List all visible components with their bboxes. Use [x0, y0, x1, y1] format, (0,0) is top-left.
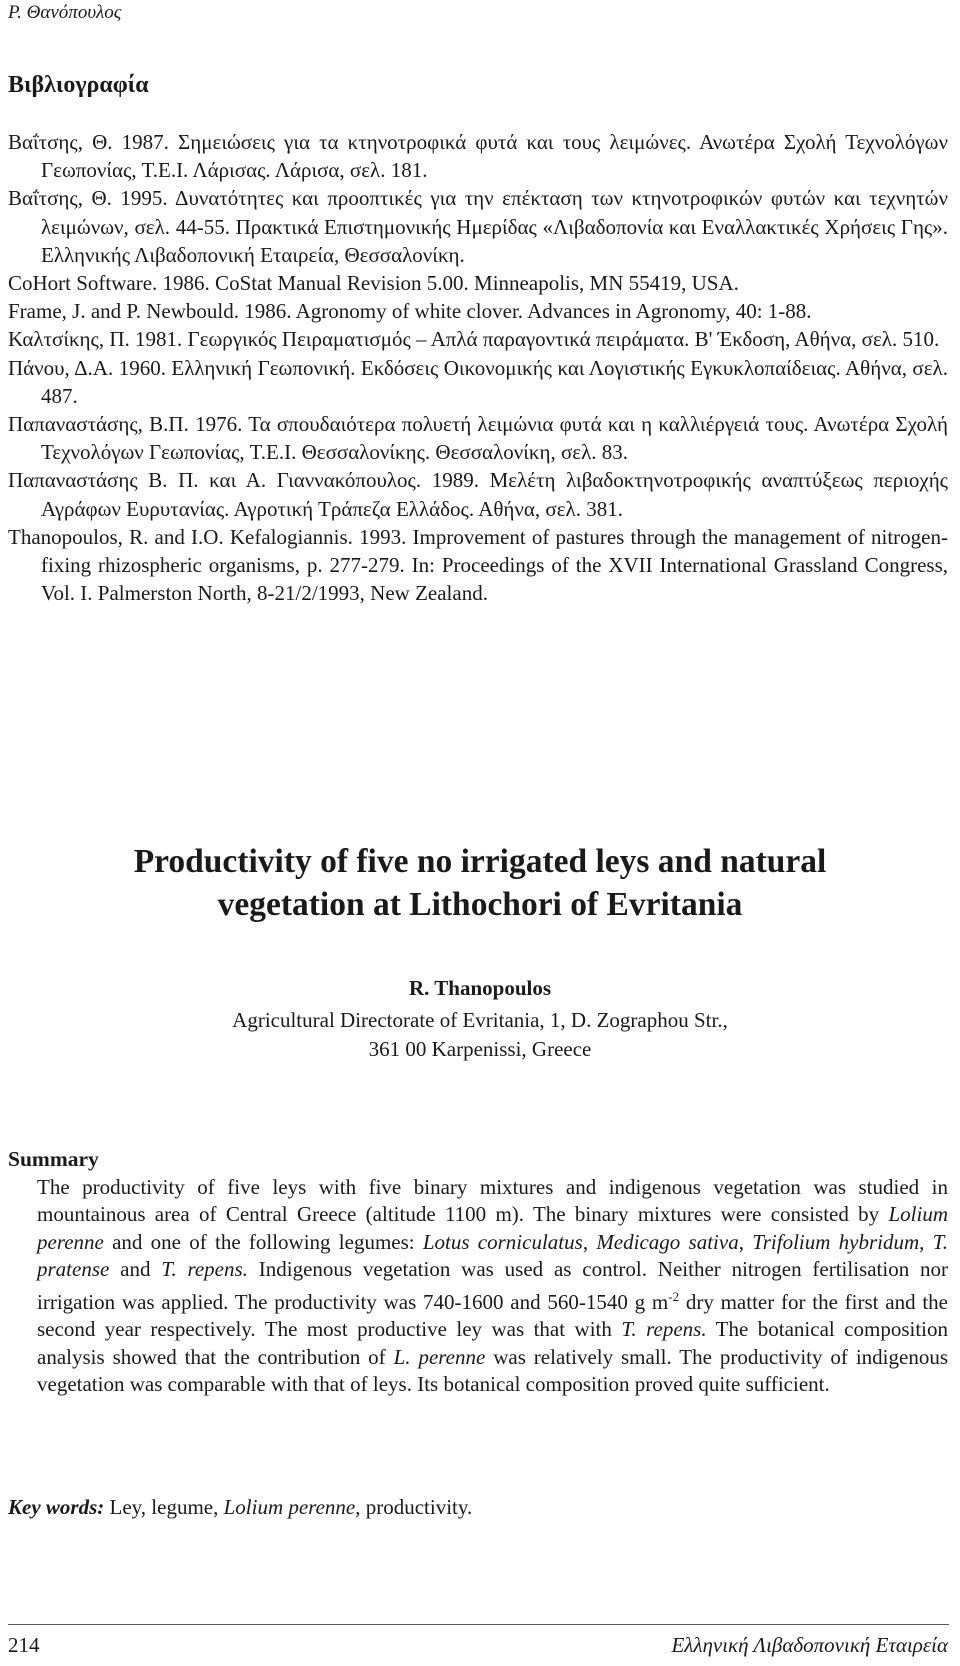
summary-superscript: -2	[668, 1289, 680, 1305]
reference-item: Βαΐτσης, Θ. 1987. Σημειώσεις για τα κτηνοτροφικά φυτά και τους λειμώνες. Ανωτέρα Σχολή Τεχνολόγων Γεωπονίας, Τ.Ε.Ι. Λάρισας. Λάρισα, σελ. 181.	[8, 130, 948, 183]
summary-italic: Medicago sativa	[596, 1229, 739, 1254]
summary-italic: L. perenne	[393, 1344, 486, 1369]
reference-item: Καλτσίκης, Π. 1981. Γεωργικός Πειραματισμός – Απλά παραγοντικά πειράματα. Β' Έκδοση, Αθήνα, σελ. 510.	[8, 327, 940, 352]
reference-item: Frame, J. and P. Newbould. 1986. Agronomy of white clover. Advances in Agronomy, 40: 1-88.	[8, 299, 812, 324]
summary-italic: T. repens.	[621, 1317, 707, 1342]
summary-text: was relatively small. The productivity of indigenous vegetation was comparable with that of leys. Its botanical composition proved quite sufficient.	[37, 1344, 948, 1397]
article-title-line: Productivity of five no irrigated leys and natural	[133, 843, 827, 880]
summary-text: and	[109, 1256, 162, 1281]
keywords-text: , productivity.	[355, 1495, 473, 1519]
article-title	[0, 840, 960, 926]
bibliography-heading: Βιβλιογραφία	[8, 72, 149, 98]
summary-heading: Summary	[8, 1147, 99, 1171]
keywords-italic: Lolium perenne	[223, 1495, 356, 1519]
reference-item: Πάνου, Δ.Α. 1960. Ελληνική Γεωπονική. Εκδόσεις Οικονομικής και Λογιστικής Εγκυκλοπαίδειας. Αθήνα, σελ. 487.	[8, 355, 948, 408]
summary-italic: T. repens.	[161, 1256, 248, 1281]
summary-text: The botanical composition analysis showed that the contribution of	[37, 1317, 948, 1369]
running-head: Ρ. Θανόπουλος	[8, 2, 122, 23]
reference-item: Thanopoulos, R. and I.O. Kefalogiannis. 1993. Improvement of pastures through the management of nitrogen-fixing rhizospheric organisms, p. 277-279. In: Proceedings of the XVII International Grassland Congress, Vol. I. Palmerston North, 8-21/2/1993, New Zealand.	[8, 524, 948, 606]
journal-name: Ελληνική Λιβαδοπονική Εταιρεία	[671, 1633, 948, 1657]
reference-item: Παπαναστάσης Β. Π. και Α. Γιαννακόπουλος. 1989. Μελέτη λιβαδοκτηνοτροφικής αναπτύξεως περιοχής Αγράφων Ευρυτανίας. Αγροτική Τράπεζα Ελλάδος. Αθήνα, σελ. 381.	[8, 468, 948, 521]
keywords-text: Ley, legume,	[104, 1495, 224, 1519]
summary-body	[37, 1174, 948, 1398]
footer-rule	[8, 1624, 949, 1625]
keywords	[8, 1495, 472, 1520]
reference-item: Βαΐτσης, Θ. 1995. Δυνατότητες και προοπτικές για την επέκταση των κτηνοτροφικών φυτών και τεχνητών λειμώνων, σελ. 44-55. Πρακτικά Επιστημονικής Ημερίδας «Λιβαδοπονία και Εναλλακτικές Χρήσεις Γης». Ελληνικής Λιβαδοπονική Εταιρεία, Θεσσαλονίκη.	[8, 186, 948, 267]
article-title-line: vegetation at Lithochori of Evritania	[217, 886, 743, 923]
affiliation-line: Agricultural Directorate of Evritania, 1, D. Zographou Str.,	[232, 1008, 728, 1032]
summary-text: The productivity of five leys with five binary mixtures and indigenous vegetation was studied in mountainous area of Central Greece (altitude 1100 m). The binary mixtures were consisted by	[37, 1175, 948, 1227]
summary-text: ,	[582, 1229, 597, 1254]
summary-italic: Trifolium hybridum, T. pratense	[37, 1229, 949, 1281]
page-number: 214	[8, 1633, 40, 1657]
reference-list	[8, 128, 948, 607]
summary-text: Indigenous vegetation was used as control. Neither nitrogen fertilisation nor irrigation was applied. The productivity was 740-1600 and 560-1540 g m	[37, 1256, 949, 1315]
author-name: R. Thanopoulos	[408, 976, 552, 1000]
summary-text: dry matter for the first and the second year respectively. The most productive ley was that with	[37, 1290, 949, 1342]
keywords-label: Key words:	[8, 1495, 105, 1519]
author-affiliation	[0, 1006, 960, 1064]
summary-text: ,	[738, 1229, 753, 1254]
summary-text: and one of the following legumes:	[103, 1229, 423, 1254]
affiliation-line: 361 00 Karpenissi, Greece	[368, 1037, 592, 1061]
reference-item: CoHort Software. 1986. CoStat Manual Revision 5.00. Minneapolis, MN 55419, USA.	[8, 271, 739, 296]
summary-italic: Lolium perenne	[37, 1202, 948, 1254]
reference-item: Παπαναστάσης, Β.Π. 1976. Τα σπουδαιότερα πολυετή λειμώνια φυτά και η καλλιέργειά τους. Ανωτέρα Σχολή Τεχνολόγων Γεωπονίας, Τ.Ε.Ι. Θεσσαλονίκης. Θεσσαλονίκη, σελ. 83.	[8, 412, 948, 465]
summary-italic: Lotus corniculatus	[422, 1229, 583, 1254]
